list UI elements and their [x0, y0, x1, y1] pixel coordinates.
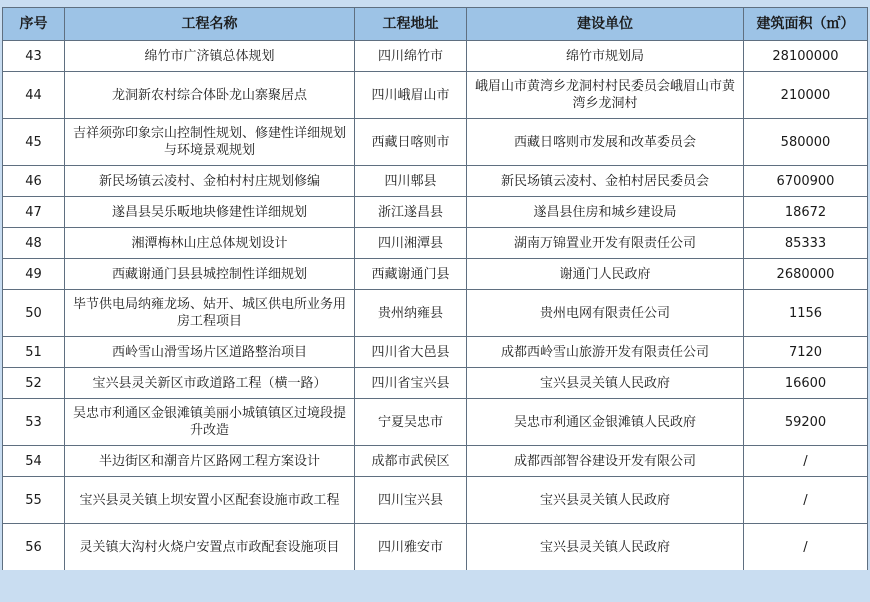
table-row — [3, 399, 868, 446]
table-row — [3, 446, 868, 477]
cell-area: 210000 — [744, 72, 868, 119]
table-body — [3, 41, 868, 571]
cell-unit: 湖南万锦置业开发有限责任公司 — [467, 228, 744, 259]
project-table — [2, 7, 868, 571]
table-row — [3, 337, 868, 368]
cell-area: / — [744, 446, 868, 477]
table-row — [3, 119, 868, 166]
footer-area — [2, 570, 868, 600]
table-row — [3, 228, 868, 259]
cell-name: 吴忠市利通区金银滩镇美丽小城镇镇区过境段提升改造 — [65, 399, 355, 446]
cell-name: 西藏谢通门县县城控制性详细规划 — [65, 259, 355, 290]
cell-area: 59200 — [744, 399, 868, 446]
cell-address: 四川湘潭县 — [355, 228, 467, 259]
header-name: 工程名称 — [65, 8, 355, 41]
cell-address: 成都市武侯区 — [355, 446, 467, 477]
cell-name: 绵竹市广济镇总体规划 — [65, 41, 355, 72]
cell-unit: 成都西岭雪山旅游开发有限责任公司 — [467, 337, 744, 368]
cell-address: 四川郫县 — [355, 166, 467, 197]
cell-no: 51 — [3, 337, 65, 368]
cell-area: 2680000 — [744, 259, 868, 290]
cell-area: 7120 — [744, 337, 868, 368]
cell-name: 湘潭梅林山庄总体规划设计 — [65, 228, 355, 259]
table-row — [3, 197, 868, 228]
cell-address: 西藏谢通门县 — [355, 259, 467, 290]
cell-area: 28100000 — [744, 41, 868, 72]
cell-address: 贵州纳雍县 — [355, 290, 467, 337]
cell-area: / — [744, 477, 868, 524]
cell-no: 56 — [3, 524, 65, 571]
cell-unit: 遂昌县住房和城乡建设局 — [467, 197, 744, 228]
table-row — [3, 72, 868, 119]
table-row — [3, 41, 868, 72]
cell-address: 四川绵竹市 — [355, 41, 467, 72]
cell-address: 四川省宝兴县 — [355, 368, 467, 399]
cell-no: 53 — [3, 399, 65, 446]
cell-name: 西岭雪山滑雪场片区道路整治项目 — [65, 337, 355, 368]
cell-no: 45 — [3, 119, 65, 166]
header-row — [3, 8, 868, 41]
cell-no: 44 — [3, 72, 65, 119]
header-address: 工程地址 — [355, 8, 467, 41]
cell-address: 四川峨眉山市 — [355, 72, 467, 119]
cell-area: 1156 — [744, 290, 868, 337]
header-area: 建筑面积（㎡） — [744, 8, 868, 41]
cell-address: 西藏日喀则市 — [355, 119, 467, 166]
cell-unit: 成都西部智谷建设开发有限公司 — [467, 446, 744, 477]
cell-name: 宝兴县灵关新区市政道路工程（横一路） — [65, 368, 355, 399]
header-unit: 建设单位 — [467, 8, 744, 41]
cell-address: 宁夏吴忠市 — [355, 399, 467, 446]
cell-unit: 贵州电网有限责任公司 — [467, 290, 744, 337]
cell-unit: 宝兴县灵关镇人民政府 — [467, 477, 744, 524]
cell-area: / — [744, 524, 868, 571]
cell-name: 半边街区和潮音片区路网工程方案设计 — [65, 446, 355, 477]
cell-no: 46 — [3, 166, 65, 197]
table-row — [3, 524, 868, 571]
cell-no: 54 — [3, 446, 65, 477]
cell-unit: 谢通门人民政府 — [467, 259, 744, 290]
cell-no: 43 — [3, 41, 65, 72]
cell-unit: 宝兴县灵关镇人民政府 — [467, 368, 744, 399]
cell-area: 580000 — [744, 119, 868, 166]
cell-unit: 西藏日喀则市发展和改革委员会 — [467, 119, 744, 166]
cell-unit: 宝兴县灵关镇人民政府 — [467, 524, 744, 571]
cell-name: 吉祥须弥印象宗山控制性规划、修建性详细规划与环境景观规划 — [65, 119, 355, 166]
cell-name: 灵关镇大沟村火烧户安置点市政配套设施项目 — [65, 524, 355, 571]
cell-area: 85333 — [744, 228, 868, 259]
cell-name: 龙洞新农村综合体卧龙山寨聚居点 — [65, 72, 355, 119]
cell-name: 新民场镇云凌村、金柏村村庄规划修编 — [65, 166, 355, 197]
cell-area: 18672 — [744, 197, 868, 228]
table-row — [3, 290, 868, 337]
table-row — [3, 477, 868, 524]
table-row — [3, 166, 868, 197]
header-no: 序号 — [3, 8, 65, 41]
cell-no: 55 — [3, 477, 65, 524]
cell-address: 四川省大邑县 — [355, 337, 467, 368]
cell-unit: 吴忠市利通区金银滩镇人民政府 — [467, 399, 744, 446]
table-row — [3, 368, 868, 399]
table-row — [3, 259, 868, 290]
cell-area: 16600 — [744, 368, 868, 399]
cell-unit: 峨眉山市黄湾乡龙洞村村民委员会峨眉山市黄湾乡龙洞村 — [467, 72, 744, 119]
cell-no: 49 — [3, 259, 65, 290]
cell-no: 47 — [3, 197, 65, 228]
project-sheet — [2, 2, 868, 600]
cell-address: 四川宝兴县 — [355, 477, 467, 524]
cell-name: 宝兴县灵关镇上坝安置小区配套设施市政工程 — [65, 477, 355, 524]
cell-area: 6700900 — [744, 166, 868, 197]
cell-name: 遂昌县吴乐畈地块修建性详细规划 — [65, 197, 355, 228]
cell-unit: 新民场镇云凌村、金柏村居民委员会 — [467, 166, 744, 197]
cell-no: 52 — [3, 368, 65, 399]
cell-no: 50 — [3, 290, 65, 337]
cell-address: 浙江遂昌县 — [355, 197, 467, 228]
cell-no: 48 — [3, 228, 65, 259]
cell-address: 四川雅安市 — [355, 524, 467, 571]
cell-unit: 绵竹市规划局 — [467, 41, 744, 72]
cell-name: 毕节供电局纳雍龙场、姑开、城区供电所业务用房工程项目 — [65, 290, 355, 337]
